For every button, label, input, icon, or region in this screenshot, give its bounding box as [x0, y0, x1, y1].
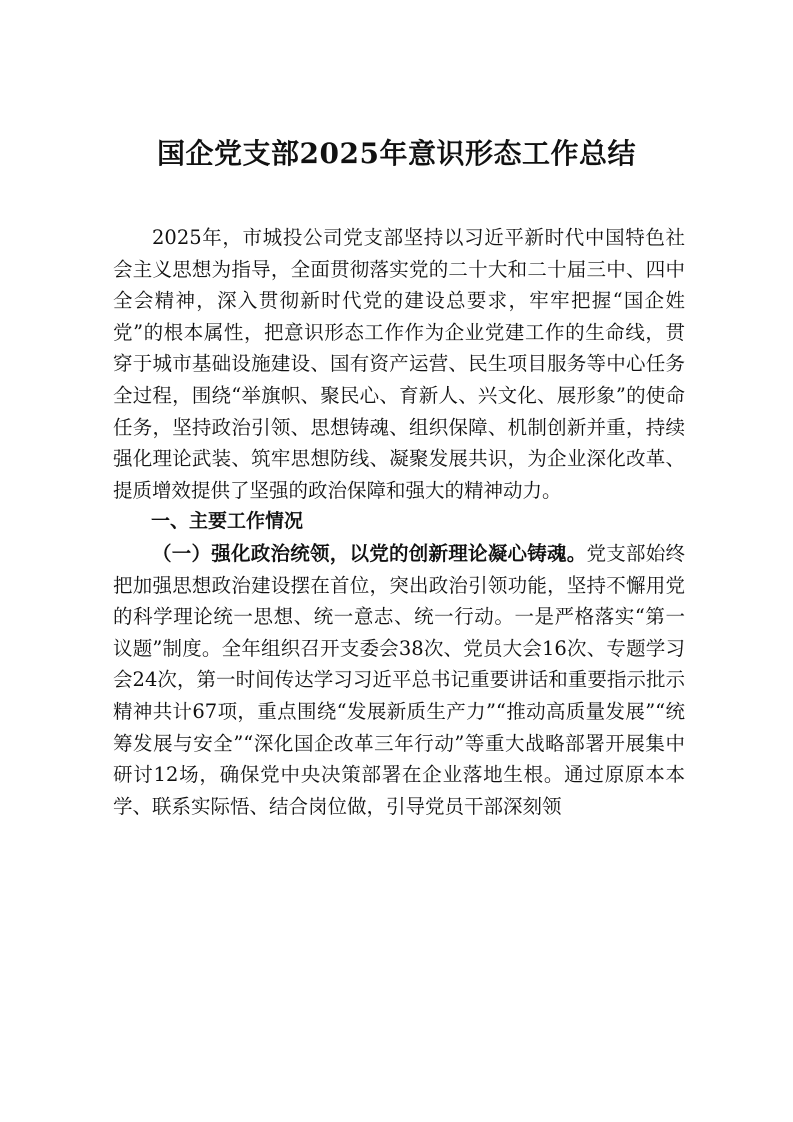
intro-paragraph: 2025年，市城投公司党支部坚持以习近平新时代中国特色社会主义思想为指导，全面贯彻落实党的二十大和二十届三中、四中全会精神，深入贯彻新时代党的建设总要求，牢牢把握“国企姓党”的根本属性，把意识形态工作作为企业党建工作的生命线，贯穿于城市基础设施建设、国有资产运营、民生项目服务等中心任务全过程，围绕“举旗帜、聚民心、育新人、兴文化、展形象”的使命任务，坚持政治引领、思想铸魂、组织保障、机制创新并重，持续强化理论武装、筑牢思想防线、凝聚发展共识，为企业深化改革、提质增效提供了坚强的政治保障和强大的精神动力。: [113, 226, 685, 502]
subsection-paragraph: [113, 538, 685, 822]
section-heading: 一、主要工作情况: [151, 510, 304, 533]
document-title: 国企党支部2025年意识形态工作总结: [157, 137, 636, 170]
document-body: [113, 222, 685, 822]
subsection-body: 党支部始终把加强思想政治建设摆在首位，突出政治引领功能，坚持不懈用党的科学理论统一思想、统一意志、统一行动。一是严格落实“第一议题”制度。全年组织召开支委会38次、党员大会16次、专题学习会24次，第一时间传达学习习近平总书记重要讲话和重要指示批示精神共计67项，重点围绕“发展新质生产力”“推动高质量发展”“统筹发展与安全”“深化国企改革三年行动”等重大战略部署开展集中研讨12场，确保党中央决策部署在企业落地生根。通过原原本本学、联系实际悟、结合岗位做，引导党员干部深刻领: [113, 541, 685, 818]
subsection-lead: （一）强化政治统领，以党的创新理论凝心铸魂。: [152, 541, 587, 565]
